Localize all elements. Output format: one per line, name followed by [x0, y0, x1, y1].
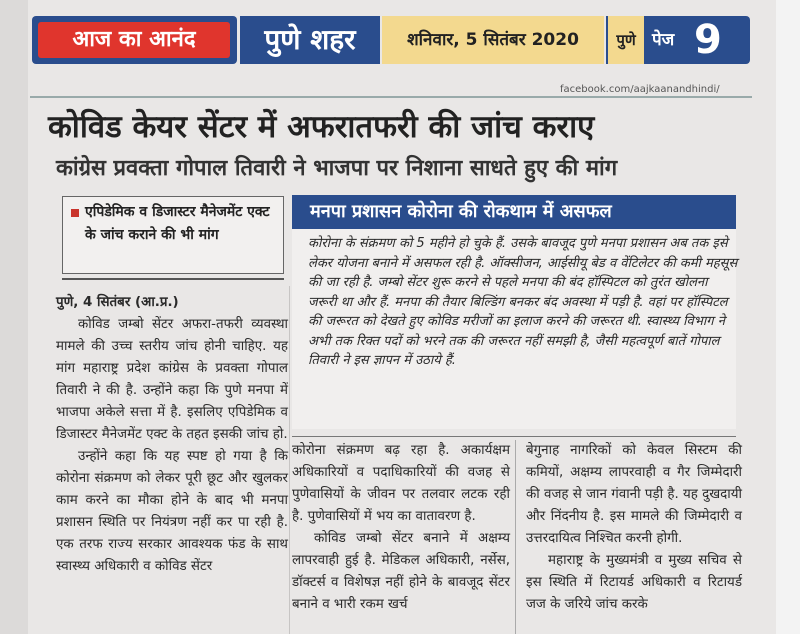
intro-paragraph: कोरोना के संक्रमण को 5 महीने हो चुके हैं. उसके बावजूद पुणे मनपा प्रशासन अब तक इसे लेकर योजना बनाने में असफल रही है. ऑक्सीजन, आईसीयू बेड व वेंटिलेटर की कमी महसूस की जा रही है. जम्बो सेंटर शुरू करने से पहले मनपा की बंद हॉस्पिटल को तुरंत खोलना जरूरी था और हैं. मनपा की तैयार बिल्डिंग बनकर बंद अवस्था में पड़ी है. वहां पर हॉस्पिटल की जरूरत को देखते हुए कोविड मरीजों का इलाज करने की जरूरत थी. स्वास्थ्य विभाग ने अभी तक रिक्त पदों को भरने तक की जरूरत नहीं समझी है, जैसी महत्वपूर्ण बातें गोपाल तिवारी ने इस ज्ञापन में उठाये हैं.	[308, 236, 738, 368]
column-divider-2	[515, 440, 516, 634]
facebook-link: facebook.com/aajkaanandhindi/	[560, 84, 720, 95]
article-subhead: कांग्रेस प्रवक्ता गोपाल तिवारी ने भाजपा पर निशाना साधते हुए की मांग	[56, 156, 618, 181]
column-2-paragraph-1: कोरोना संक्रमण बढ़ रहा है. अकार्यक्षम अधिकारियों व पदाधिकारियों की वजह से पुणेवासियों के जीवन पर तलवार लटक रही है. पुणेवासियों में भय का वातावरण है.	[292, 443, 510, 524]
page-number: 9	[694, 17, 722, 63]
column-1-paragraph-2: उन्होंने कहा कि यह स्पष्ट हो गया है कि कोरोना संक्रमण को लेकर पूरी छूट और खुलकर काम करने का मौका होने के बाद भी मनपा प्रशासन स्थिति पर नियंत्रण नहीं कर पा रही है. एक तरफ राज्य सरकार आवश्यक फंड के साथ स्वास्थ्य अधिकारी व कोविड सेंटर	[56, 449, 288, 574]
column-1-paragraph-1: कोविड जम्बो सेंटर अफरा-तफरी व्यवस्था मामले की उच्च स्तरीय जांच होनी चाहिए. यह मांग महाराष्ट्र प्रदेश कांग्रेस के प्रवक्ता गोपाल तिवारी ने की है. उन्होंने कहा कि पुणे मनपा में भाजपा अकेले सत्ता में है. इसलिए एपिडेमिक व डिजास्टर मैनेजमेंट एक्ट के तहत इसकी जांच हो.	[56, 317, 288, 442]
intro-divider	[292, 436, 736, 437]
section-tag	[292, 195, 736, 229]
highlight-text: एपिडेमिक व डिजास्टर मैनेजमेंट एक्ट के जांच कराने की भी मांग	[85, 204, 270, 243]
right-margin	[776, 0, 800, 634]
masthead-box	[32, 16, 237, 64]
column-2-paragraph-2: कोविड जम्बो सेंटर बनाने में अक्षम्य लापरवाही हुई है. मेडिकल अधिकारी, नर्सेस, डॉक्टर्स व विशेषज्ञ नहीं होने के बावजूद सेंटर बनाने व भारी रकम खर्च	[292, 531, 510, 612]
column-1	[56, 292, 288, 578]
column-2	[292, 440, 510, 616]
column-3-paragraph-1: बेगुनाह नागरिकों को केवल सिस्टम की कमियों, अक्षम्य लापरवाही व गैर जिम्मेदारी की वजह से जान गंवानी पड़ी है. यह दुखदायी और निंदनीय है. इस मामले की जिम्मेदारी व उत्तरदायित्व निश्चित करनी होगी.	[526, 443, 742, 546]
paper-name: आज का आनंद	[38, 22, 230, 58]
header-rule	[30, 96, 752, 98]
column-divider-1	[289, 286, 290, 634]
highlight-box	[62, 196, 284, 274]
page-number-box	[644, 16, 750, 64]
column-3	[526, 440, 742, 616]
left-margin	[0, 0, 28, 634]
bullet-square-icon	[71, 209, 79, 217]
article-headline: कोविड केयर सेंटर में अफरातफरी की जांच कराए	[48, 109, 595, 145]
column-3-paragraph-2: महाराष्ट्र के मुख्यमंत्री व मुख्य सचिव से इस स्थिति में रिटायर्ड अधिकारी व रिटायर्ड जज के जरिये जांच करके	[526, 553, 742, 612]
highlight-divider	[62, 278, 284, 280]
issue-date: शनिवार, 5 सितंबर 2020	[382, 16, 604, 64]
section-title: पुणे शहर	[240, 16, 380, 64]
page-header	[32, 14, 752, 76]
byline: पुणे, 4 सितंबर (आ.प्र.)	[56, 295, 179, 310]
page-label: पेज	[652, 30, 675, 50]
tag-text: मनपा प्रशासन कोरोना की रोकथाम में असफल	[310, 201, 612, 222]
city-label: पुणे	[606, 16, 644, 64]
